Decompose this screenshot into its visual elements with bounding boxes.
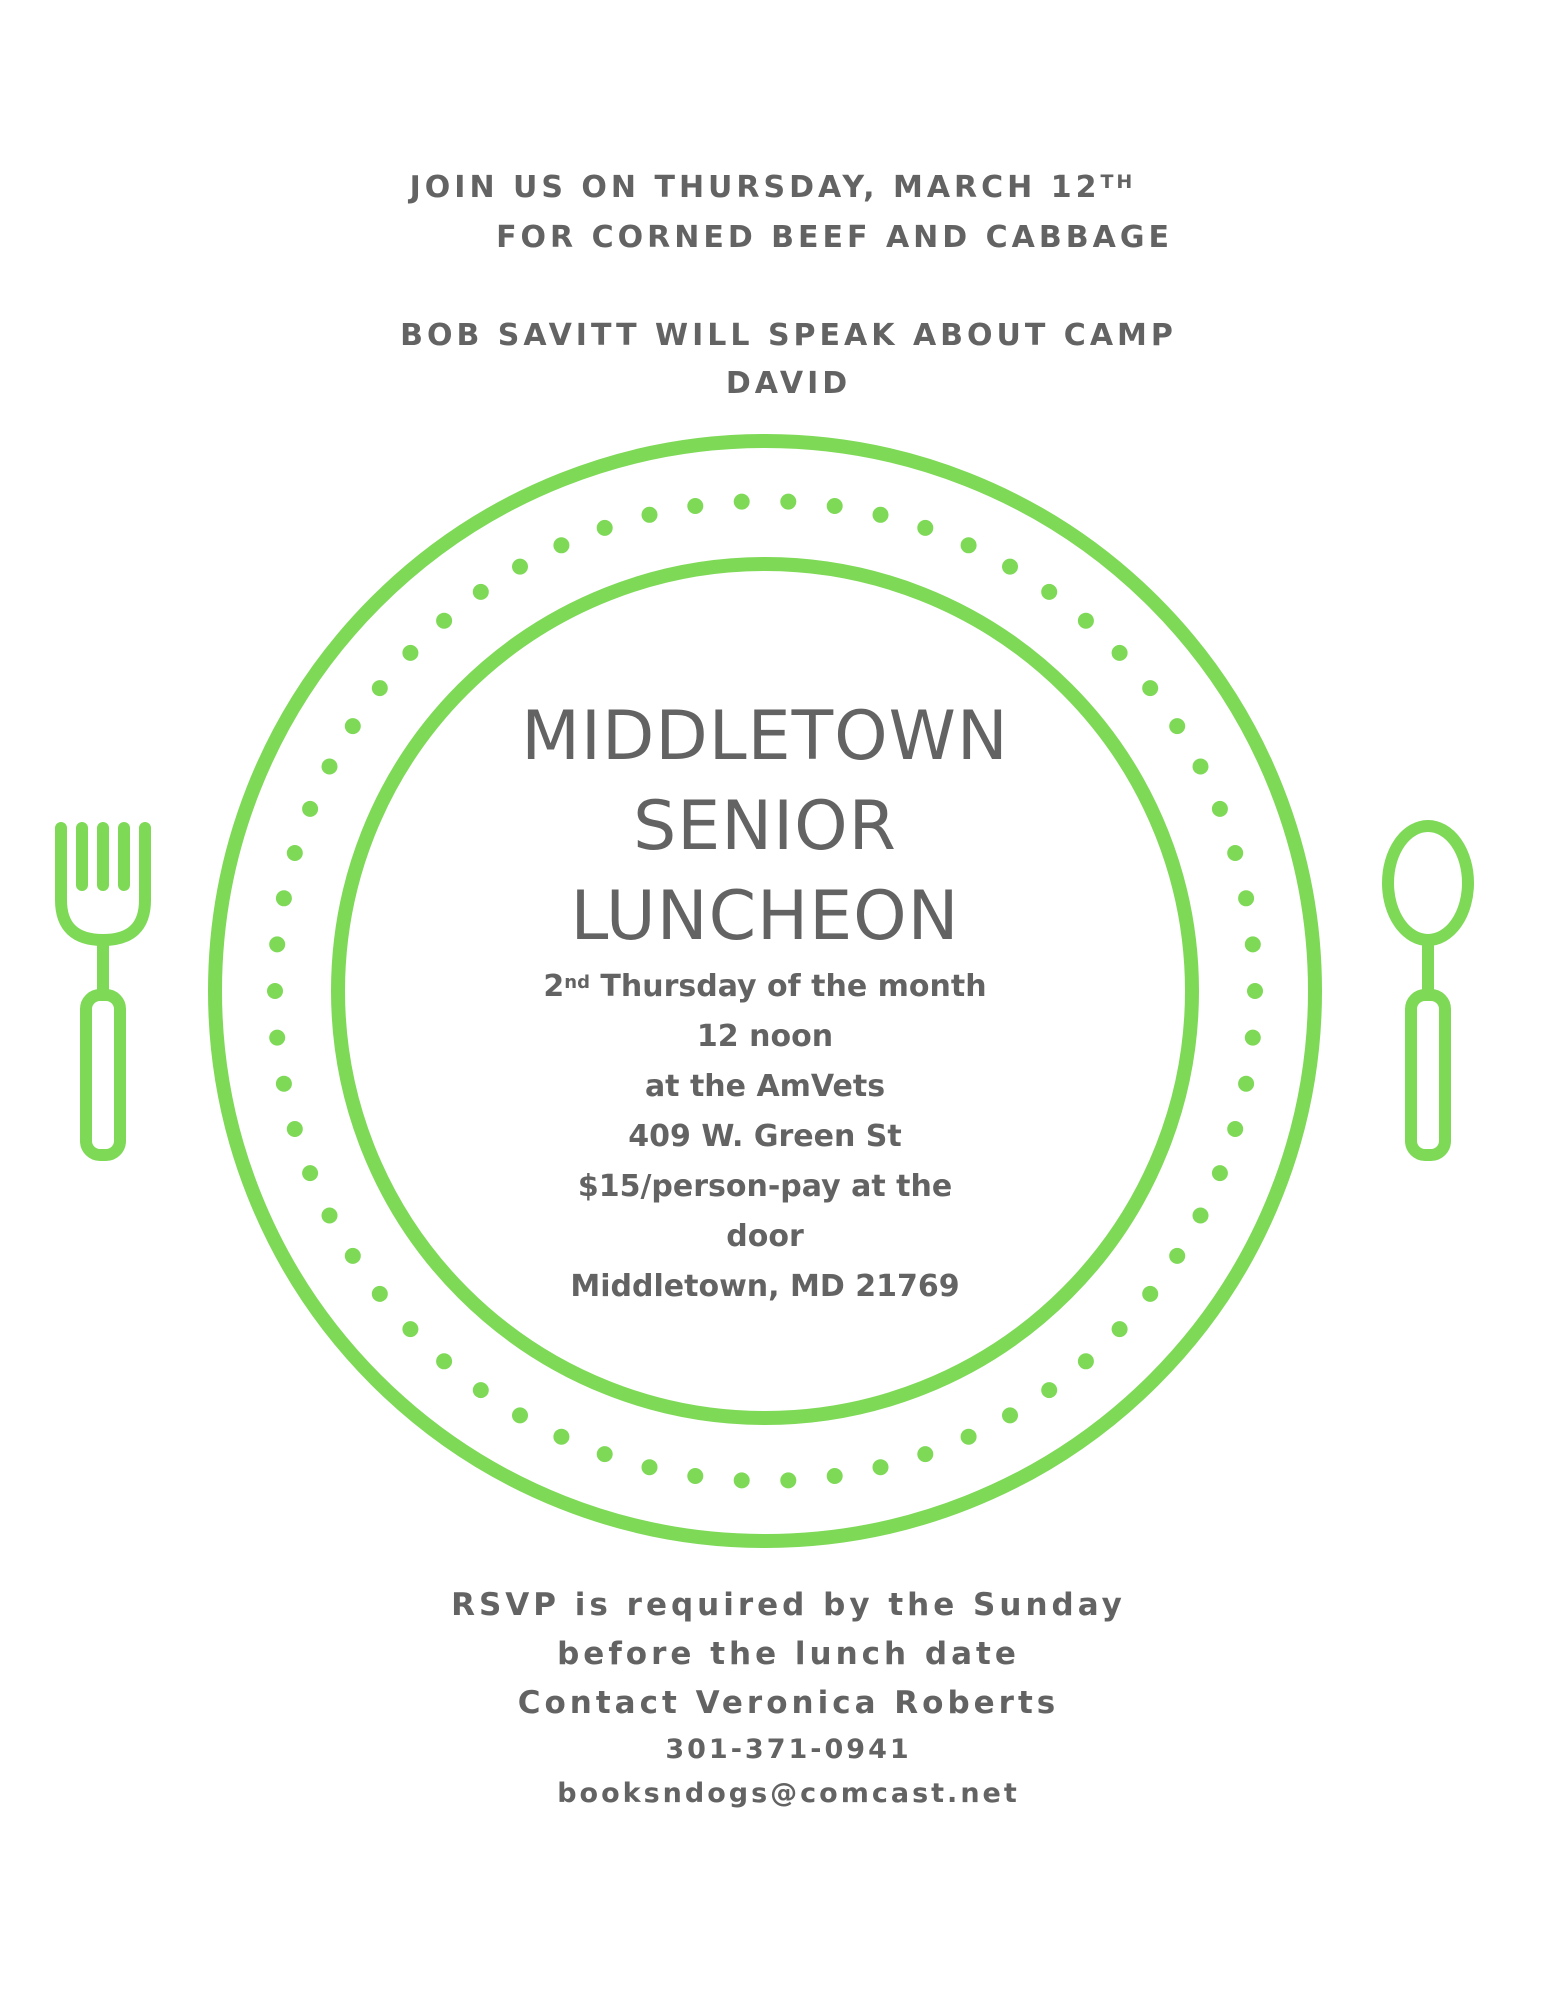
- plate-dot: [734, 1472, 750, 1488]
- plate-dot: [1002, 1407, 1018, 1423]
- plate-dot: [687, 1468, 703, 1484]
- event-date-text: JOIN US ON THURSDAY, MARCH 12: [409, 170, 1101, 205]
- event-headline-line1: [0, 164, 1545, 212]
- rsvp-contact: Contact Veronica Roberts: [517, 1685, 1060, 1721]
- city-line: Middletown, MD 21769: [570, 1269, 960, 1304]
- plate-dot: [1193, 759, 1209, 775]
- plate-dot: [512, 559, 528, 575]
- plate-dot: [597, 520, 613, 536]
- plate-dot: [1142, 680, 1158, 696]
- luncheon-title-line3: LUNCHEON: [570, 877, 960, 956]
- rsvp-line1: RSVP is required by the Sunday: [451, 1587, 1126, 1623]
- plate-dot: [1227, 845, 1243, 861]
- plate-dot: [269, 936, 285, 952]
- plate-dot: [436, 1353, 452, 1369]
- plate-dot: [1212, 801, 1228, 817]
- plate-dot: [1212, 1165, 1228, 1181]
- plate-dot: [553, 1429, 569, 1445]
- plate-dot: [873, 507, 889, 523]
- spoon-icon: [1388, 826, 1468, 1155]
- speaker-line1: BOB SAVITT WILL SPEAK ABOUT CAMP: [400, 318, 1177, 353]
- plate-dot: [1245, 936, 1261, 952]
- plate-dot: [1169, 1248, 1185, 1264]
- speaker-line2: DAVID: [725, 366, 852, 401]
- time-line: 12 noon: [696, 1019, 834, 1054]
- plate-dot: [780, 1472, 796, 1488]
- plate-dot: [267, 983, 283, 999]
- plate-dot: [961, 537, 977, 553]
- event-headline-line2: FOR CORNED BEEF AND CABBAGE: [496, 220, 1173, 255]
- plate-dot: [873, 1459, 889, 1475]
- schedule-text: Thursday of the month: [589, 969, 987, 1004]
- plate-dot: [345, 1248, 361, 1264]
- plate-dot: [1245, 1030, 1261, 1046]
- plate-dot: [687, 498, 703, 514]
- plate-dot: [269, 1030, 285, 1046]
- plate-dot: [1041, 584, 1057, 600]
- luncheon-title-line1: MIDDLETOWN: [521, 697, 1009, 776]
- plate-dot: [287, 845, 303, 861]
- plate-dot: [1112, 1321, 1128, 1337]
- plate-dot: [1112, 645, 1128, 661]
- plate-dot: [512, 1407, 528, 1423]
- plate-dot: [436, 613, 452, 629]
- plate-dot: [473, 584, 489, 600]
- schedule-suffix: nd: [564, 972, 590, 993]
- plate-dot: [1247, 983, 1263, 999]
- plate-dot: [473, 1382, 489, 1398]
- street-line: 409 W. Green St: [628, 1119, 902, 1154]
- plate-dot: [372, 680, 388, 696]
- luncheon-title-line2: SENIOR: [633, 787, 897, 866]
- schedule-number: 2: [543, 969, 565, 1004]
- plate-dot: [322, 759, 338, 775]
- plate-dot: [302, 1165, 318, 1181]
- rsvp-phone: 301-371-0941: [665, 1734, 912, 1765]
- plate-dot: [827, 498, 843, 514]
- plate-dot: [1078, 613, 1094, 629]
- rsvp-line2: before the lunch date: [557, 1636, 1020, 1672]
- rsvp-email: booksndogs@comcast.net: [557, 1778, 1020, 1809]
- plate-dot: [402, 1321, 418, 1337]
- plate-dot: [1169, 718, 1185, 734]
- event-date-suffix: TH: [1100, 171, 1136, 193]
- schedule-line: [505, 962, 1025, 1012]
- plate-dot: [322, 1208, 338, 1224]
- price-line1: $15/person-pay at the: [577, 1169, 953, 1204]
- event-details: [505, 962, 1025, 1312]
- plate-dot: [1078, 1353, 1094, 1369]
- plate-dot: [917, 1446, 933, 1462]
- plate-dot: [1238, 1076, 1254, 1092]
- plate-dot: [642, 1459, 658, 1475]
- plate-dot: [402, 645, 418, 661]
- plate-dot: [1238, 890, 1254, 906]
- plate-dot: [780, 494, 796, 510]
- plate-dot: [642, 507, 658, 523]
- fork-icon: [61, 828, 145, 1155]
- plate-dot: [1041, 1382, 1057, 1398]
- plate-dot: [961, 1429, 977, 1445]
- plate-dot: [1193, 1208, 1209, 1224]
- plate-dot: [1002, 559, 1018, 575]
- plate-dot: [917, 520, 933, 536]
- venue-line: at the AmVets: [644, 1069, 886, 1104]
- rsvp-section: [16, 1581, 1545, 1816]
- plate-dot: [1142, 1286, 1158, 1302]
- plate-dot: [553, 537, 569, 553]
- price-line2: door: [726, 1219, 804, 1254]
- plate-dot: [345, 718, 361, 734]
- plate-dot: [372, 1286, 388, 1302]
- plate-dot: [734, 494, 750, 510]
- plate-dot: [276, 890, 292, 906]
- plate-dot: [287, 1121, 303, 1137]
- plate-dot: [597, 1446, 613, 1462]
- plate-dot: [827, 1468, 843, 1484]
- plate-dot: [276, 1076, 292, 1092]
- plate-dot: [1227, 1121, 1243, 1137]
- plate-dot: [302, 801, 318, 817]
